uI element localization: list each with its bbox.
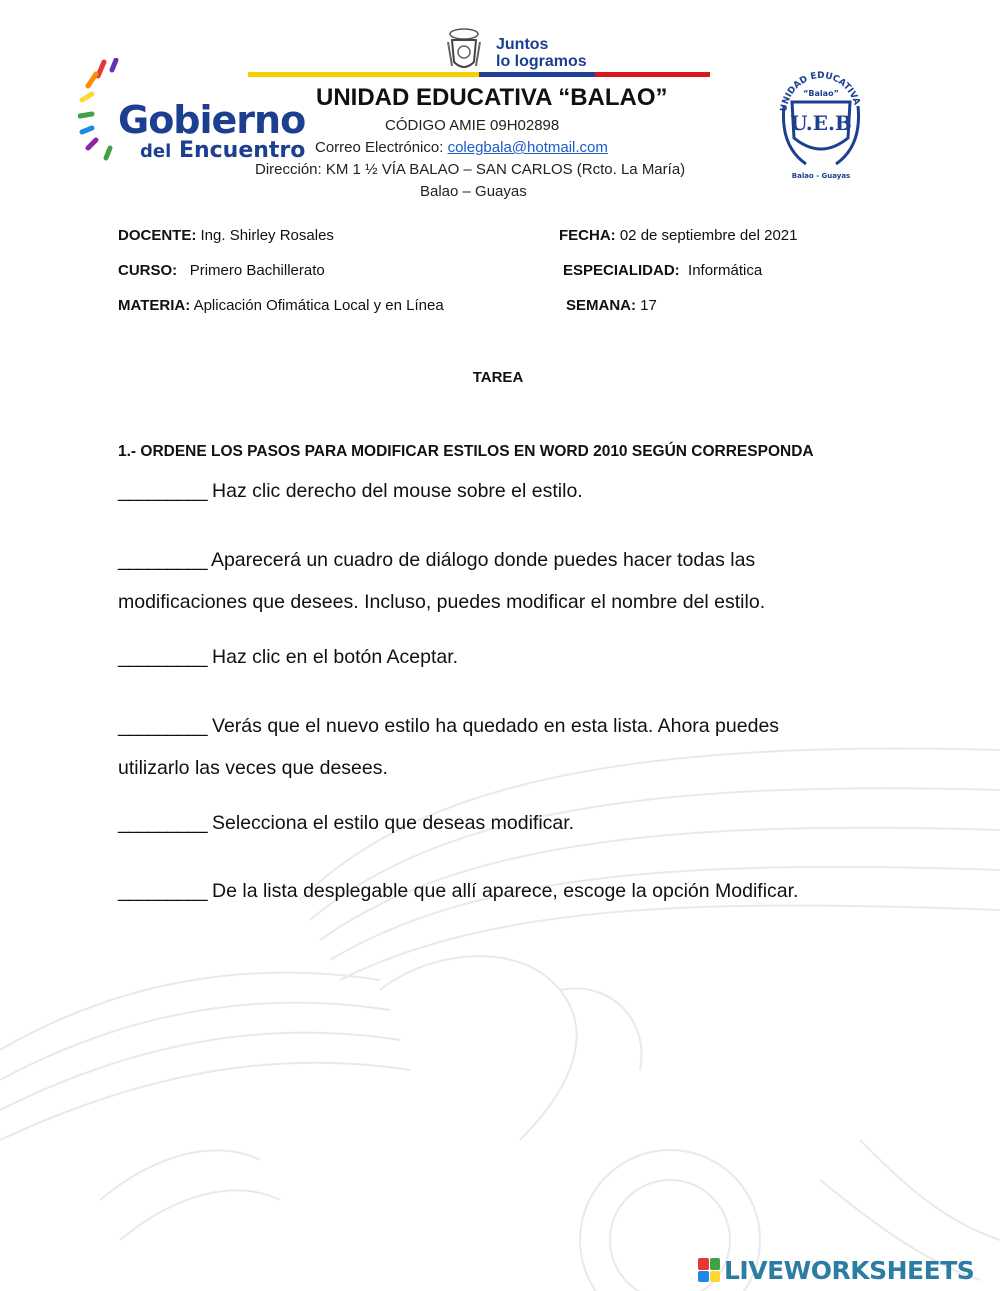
- seal-center-text: U.E.B: [790, 111, 852, 135]
- docente-value: Ing. Shirley Rosales: [200, 227, 334, 244]
- question-1: 1.- ORDENE LOS PASOS PARA MODIFICAR ESTILOS EN WORD 2010 SEGÚN CORRESPONDA: [118, 443, 814, 460]
- school-name: UNIDAD EDUCATIVA “BALAO”: [316, 84, 668, 111]
- semana-value: 17: [640, 297, 657, 314]
- step-text-1: Haz clic derecho del mouse sobre el estilo.: [212, 480, 583, 502]
- liveworksheets-brand: LIVEWORKSHEETS: [724, 1255, 975, 1285]
- direccion: Dirección: KM 1 ½ VÍA BALAO – SAN CARLOS (Rcto. La María): [255, 161, 686, 178]
- answer-blank-3[interactable]: _________: [118, 646, 207, 668]
- step-text-5: Selecciona el estilo que deseas modificar.: [212, 812, 575, 834]
- task-title: TAREA: [472, 369, 524, 386]
- curso-field: [118, 262, 325, 279]
- fecha-field: [559, 227, 797, 244]
- gov-logo-word: Gobierno: [118, 98, 306, 142]
- materia-value: Aplicación Ofimática Local y en Línea: [193, 297, 444, 314]
- ueb-school-seal: [776, 56, 866, 184]
- curso-value: Primero Bachillerato: [189, 262, 325, 279]
- gov-logo-encuentro: Encuentro: [178, 138, 306, 163]
- answer-blank-2[interactable]: _________: [118, 549, 207, 571]
- slogan: [496, 36, 587, 70]
- especialidad-value: Informática: [688, 262, 763, 279]
- step-text-4a: Verás que el nuevo estilo ha quedado en esta lista. Ahora puedes: [212, 715, 780, 737]
- materia-field: [118, 297, 444, 314]
- codigo-amie: CÓDIGO AMIE 09H02898: [385, 117, 560, 134]
- step-item-3: [118, 636, 458, 678]
- correo-line: [315, 139, 608, 156]
- materia-label: MATERIA:: [118, 297, 191, 314]
- sunburst-icon: [78, 58, 122, 168]
- fecha-label: FECHA:: [559, 227, 616, 244]
- step-item-5: [118, 802, 574, 844]
- fecha-value: 02 de septiembre del 2021: [619, 227, 798, 244]
- liveworksheets-logo: [698, 1256, 974, 1284]
- slogan-line-1: Juntos: [496, 36, 549, 53]
- step-item-2: [118, 539, 765, 623]
- semana-field: [566, 297, 657, 314]
- correo-label: Correo Electrónico:: [315, 139, 444, 156]
- email-link[interactable]: colegbala@hotmail.com: [447, 139, 608, 156]
- step-item-4: [118, 705, 779, 789]
- step-item-6: [118, 870, 798, 912]
- docente-field: [118, 227, 334, 244]
- curso-label: CURSO:: [118, 262, 178, 279]
- seal-bottom-text: Balao - Guayas: [791, 172, 851, 180]
- answer-blank-5[interactable]: _________: [118, 812, 207, 834]
- flag-color-bar: [248, 72, 710, 77]
- slogan-line-2: lo logramos: [496, 53, 587, 70]
- step-text-3: Haz clic en el botón Aceptar.: [212, 646, 459, 668]
- step-text-4b: utilizarlo las veces que desees.: [118, 757, 388, 779]
- especialidad-label: ESPECIALIDAD:: [563, 262, 680, 279]
- answer-blank-1[interactable]: _________: [118, 480, 207, 502]
- ciudad: Balao – Guayas: [420, 183, 527, 200]
- step-item-1: [118, 470, 583, 512]
- semana-label: SEMANA:: [566, 297, 636, 314]
- especialidad-field: [563, 262, 762, 279]
- docente-label: DOCENTE:: [118, 227, 197, 244]
- coat-of-arms-icon: [444, 26, 484, 76]
- step-text-6: De la lista desplegable que allí aparece, escoge la opción Modificar.: [212, 880, 799, 902]
- seal-top-text: UNIDAD EDUCATIVA: [779, 70, 862, 113]
- step-text-2a: Aparecerá un cuadro de diálogo donde puedes hacer todas las: [210, 549, 756, 571]
- gov-logo-prefix: del: [140, 141, 172, 162]
- seal-school-name: “Balao”: [803, 89, 839, 98]
- answer-blank-4[interactable]: _________: [118, 715, 207, 737]
- gov-logo-subword: [140, 138, 305, 163]
- step-text-2b: modificaciones que desees. Incluso, puedes modificar el nombre del estilo.: [118, 591, 766, 613]
- answer-blank-6[interactable]: _________: [118, 880, 207, 902]
- liveworksheets-icon: [698, 1258, 720, 1282]
